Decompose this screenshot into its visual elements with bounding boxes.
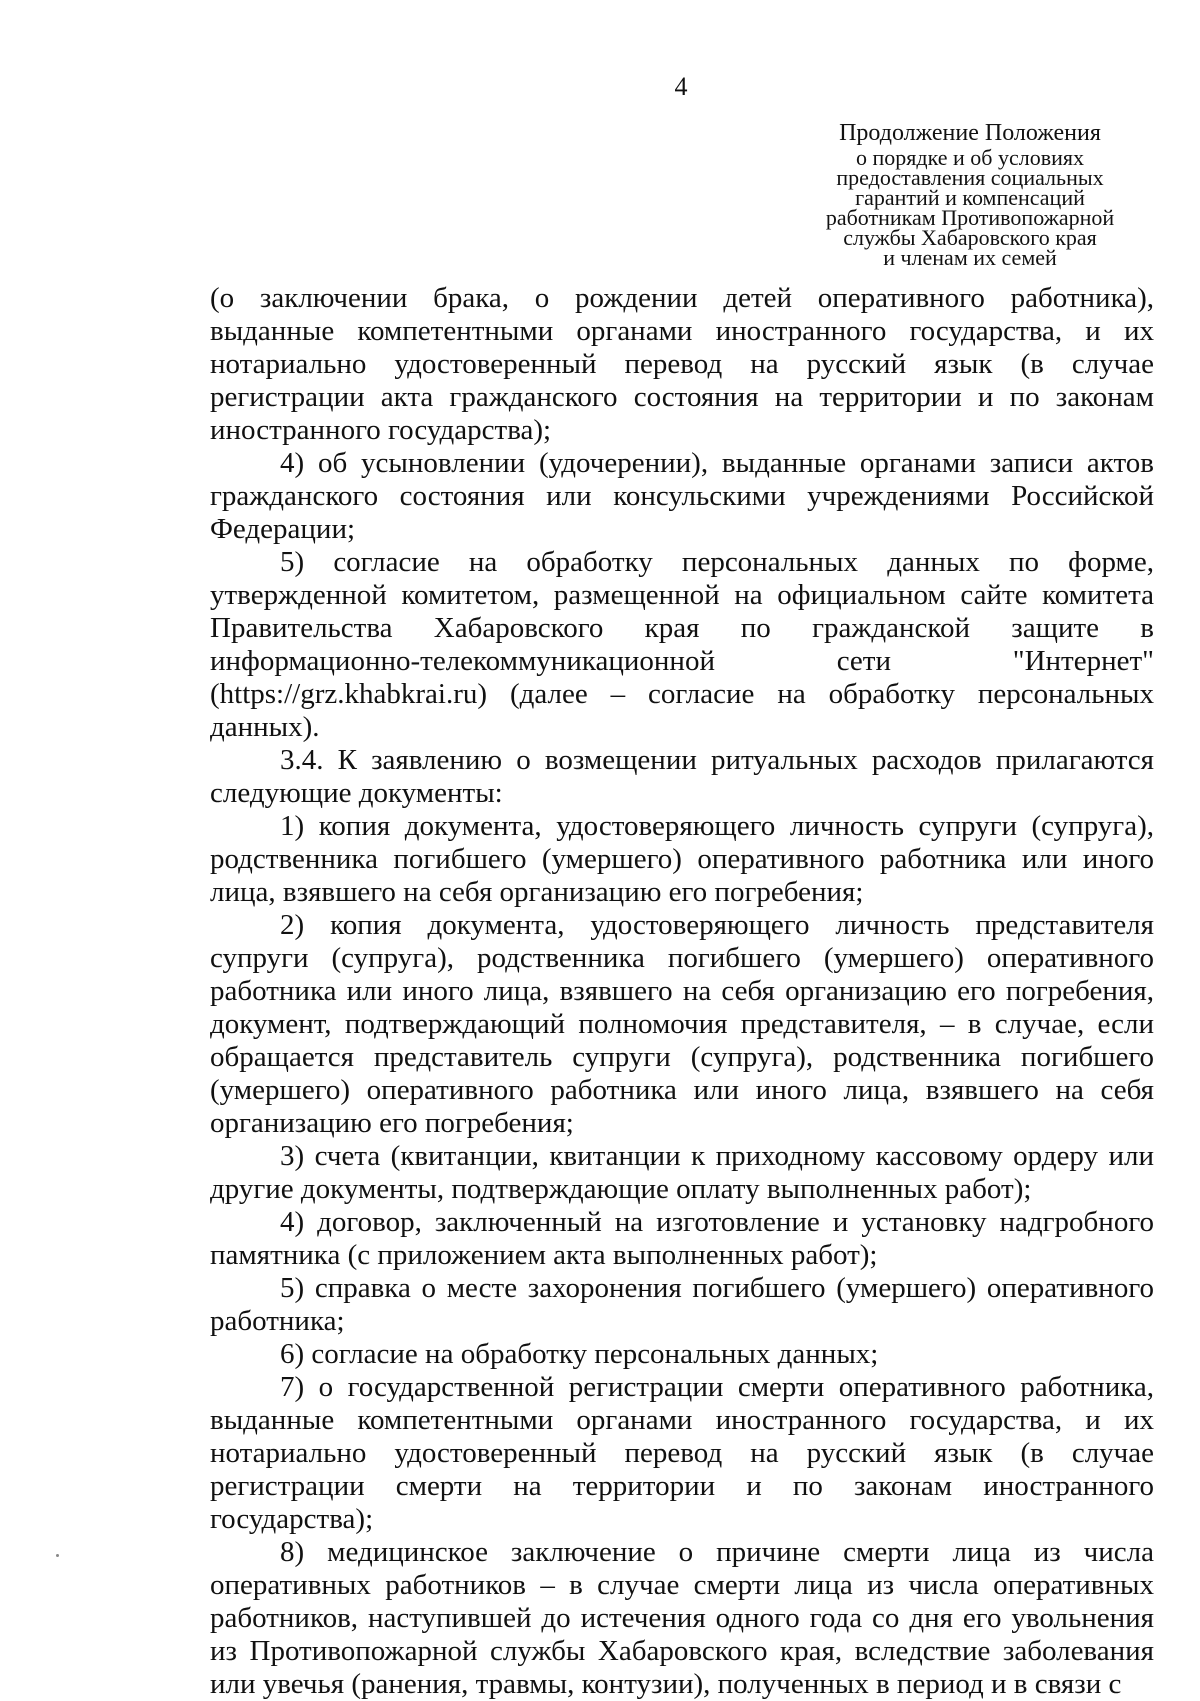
paragraph-section-3-4: 3.4. К заявлению о возмещении ритуальных расходов прилагаются следующие документы: — [210, 744, 1154, 809]
document-body — [210, 282, 1154, 1701]
header-note-title: Продолжение Положения — [839, 120, 1101, 146]
paragraph-item-7: 7) о государственной регистрации смерти оперативного работника, выданные компетентными органами иностранного государства, и их нотариально удостоверенный перевод на русский язык (в случае регистрации смерти на территории и по законам иностранного государства); — [210, 1371, 1154, 1535]
paragraph-item-3: 3) счета (квитанции, квитанции к приходному кассовому ордеру или другие документы, подтверждающие оплату выполненных работ); — [210, 1140, 1154, 1205]
header-note — [790, 118, 1150, 268]
paragraph-item-1: 1) копия документа, удостоверяющего личность супруги (супруга), родственника погибшего (умершего) оперативного работника или иного лица, взявшего на себя организацию его погребения; — [210, 810, 1154, 908]
header-note-line: службы Хабаровского края — [843, 225, 1097, 250]
paragraph-item-6: 6) согласие на обработку персональных данных; — [280, 1338, 879, 1370]
paragraph-continuation: (о заключении брака, о рождении детей оперативного работника), выданные компетентными органами иностранного государства, и их нотариально удостоверенный перевод на русский язык (в случае регистрации акта гражданского состояния на территории и по законам иностранного государства); — [210, 282, 1154, 446]
page-number: 4 — [674, 72, 688, 101]
header-note-line: и членам их семей — [883, 245, 1057, 270]
header-note-line: предоставления социальных — [836, 165, 1104, 190]
header-note-line: о порядке и об условиях — [856, 145, 1084, 170]
scan-speck — [56, 1554, 59, 1557]
paragraph-item-4-adoption: 4) об усыновлении (удочерении), выданные органами записи актов гражданского состояния или консульскими учреждениями Российской Федерации; — [210, 447, 1154, 545]
header-note-line: работникам Противопожарной — [825, 205, 1115, 230]
paragraph-item-5-consent: 5) согласие на обработку персональных данных по форме, утвержденной комитетом, размещенной на официальном сайте комитета Правительства Хабаровского края по гражданской защите в информационно-телекоммуникационной сети "Интернет" (https://grz.khabkrai.ru) (далее – согласие на обработку персональных данных). — [210, 546, 1154, 743]
header-note-line: гарантий и компенсаций — [855, 185, 1085, 210]
paragraph-item-5: 5) справка о месте захоронения погибшего (умершего) оперативного работника; — [210, 1272, 1154, 1337]
paragraph-item-2: 2) копия документа, удостоверяющего личность представителя супруги (супруга), родственника погибшего (умершего) оперативного работника или иного лица, взявшего на себя организацию его погребения, документ, подтверждающий полномочия представителя, – в случае, если обращается представитель супруги (супруга), родственника погибшего (умершего) оперативного работника или иного лица, взявшего на себя организацию его погребения; — [210, 909, 1154, 1139]
paragraph-item-4: 4) договор, заключенный на изготовление и установку надгробного памятника (с приложением акта выполненных работ); — [210, 1206, 1154, 1271]
paragraph-item-8: 8) медицинское заключение о причине смерти лица из числа оперативных работников – в случае смерти лица из числа оперативных работников, наступившей до истечения одного года со дня его увольнения из Противопожарной службы Хабаровского края, вследствие заболевания или увечья (ранения, травмы, контузии), полученных в период и в связи с — [210, 1536, 1154, 1700]
